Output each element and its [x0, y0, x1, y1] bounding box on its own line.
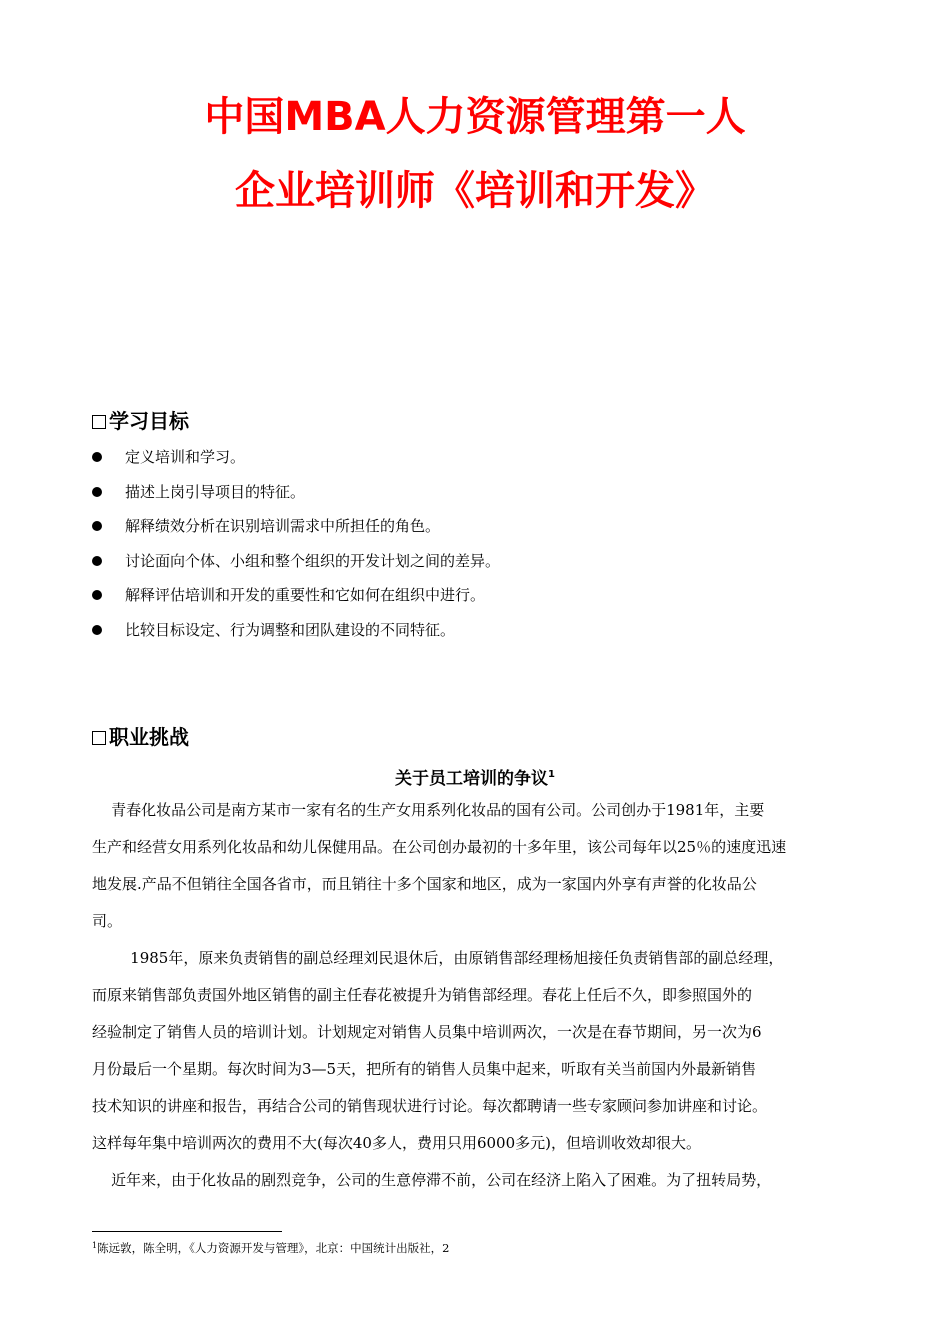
case-title [0, 762, 950, 792]
checkbox-square-icon [92, 731, 106, 745]
body-line: 司。 [92, 912, 123, 930]
objective-text: 解释绩效分析在识别培训需求中所担任的角色。 [125, 517, 441, 536]
objective-text: 定义培训和学习。 [125, 448, 246, 466]
body-line: 而原来销售部负责国外地区销售的副主任春花被提升为销售部经理。春花上任后不久，即参照国外的 [92, 986, 753, 1004]
bullet-dot-icon [92, 625, 102, 635]
case-title-text: 关于员工培训的争议 [395, 769, 549, 789]
objectives-heading [92, 408, 189, 434]
checkbox-square-icon [92, 415, 106, 429]
body-line: 1985年，原来负责销售的副总经理刘民退休后，由原销售部经理杨旭接任负责销售部的副总经理， [92, 949, 784, 967]
footnote [92, 1237, 449, 1257]
body-line: 近年来，由于化妆品的剧烈竞争，公司的生意停滞不前，公司在经济上陷入了困难。为了扭转局势， [92, 1171, 772, 1189]
challenge-heading-text: 职业挑战 [109, 725, 189, 749]
list-item [92, 617, 500, 652]
objective-text: 讨论面向个体、小组和整个组织的开发计划之间的差异。 [125, 551, 501, 570]
list-item [92, 513, 500, 548]
footnote-marker: 1 [548, 769, 555, 780]
title-line-1: 中国MBA人力资源管理第一人 [204, 94, 746, 140]
list-item [92, 444, 500, 479]
body-line: 地发展.产品不但销往全国各省市，而且销往十多个国家和地区，成为一家国内外享有声誉的化妆品公 [92, 875, 757, 893]
body-line: 这样每年集中培训两次的费用不大(每次40多人，费用只用6000多元)，但培训收效却很大。 [92, 1134, 701, 1152]
footnote-text: 陈远敦，陈全明，《人力资源开发与管理》，北京：中国统计出版社，2 [97, 1241, 450, 1255]
footnote-divider [92, 1231, 282, 1232]
bullet-dot-icon [92, 487, 102, 497]
list-item [92, 548, 500, 583]
list-item [92, 479, 500, 514]
body-line: 技术知识的讲座和报告，再结合公司的销售现状进行讨论。每次都聘请一些专家顾问参加讲座和讨论。 [92, 1097, 768, 1115]
body-line: 生产和经营女用系列化妆品和幼儿保健用品。在公司创办最初的十多年里，该公司每年以25％的速度迅速 [92, 838, 787, 856]
objective-text: 描述上岗引导项目的特征。 [125, 482, 306, 501]
bullet-dot-icon [92, 590, 102, 600]
bullet-dot-icon [92, 521, 102, 531]
bullet-dot-icon [92, 556, 102, 566]
body-line: 经验制定了销售人员的培训计划。计划规定对销售人员集中培训两次，一次是在春节期间，另一次为6 [92, 1023, 762, 1041]
bullet-dot-icon [92, 452, 102, 462]
objectives-list [92, 444, 500, 652]
list-item [92, 582, 500, 617]
body-line: 青春化妆品公司是南方某市一家有名的生产女用系列化妆品的国有公司。公司创办于1981年，主要 [92, 801, 765, 819]
objective-text: 解释评估培训和开发的重要性和它如何在组织中进行。 [125, 586, 486, 605]
title-line-2: 企业培训师《培训和开发》 [235, 168, 715, 214]
challenge-heading [92, 724, 189, 750]
objectives-heading-text: 学习目标 [109, 409, 189, 433]
body-line: 月份最后一个星期。每次时间为3—5天，把所有的销售人员集中起来，听取有关当前国内外最新销售 [92, 1060, 757, 1078]
footnote-number: 1 [92, 1241, 98, 1250]
objective-text: 比较目标设定、行为调整和团队建设的不同特征。 [125, 620, 456, 639]
